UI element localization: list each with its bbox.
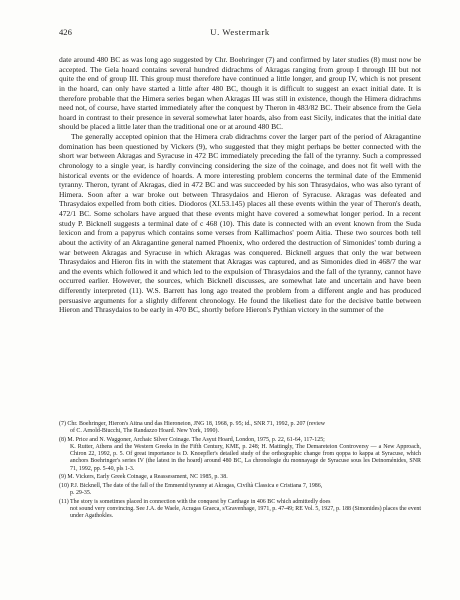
footnotes bbox=[59, 421, 421, 522]
running-head: U. Westermark bbox=[210, 27, 270, 37]
footnote-continuation: not sound very convincing. See J.A. de Waele, Acragas Graeca, s'Gravenhage, 1971, p. 47-49; RE Vol. 5, 1927, p. 188 (Simonides) places the event under Agathokles. bbox=[70, 506, 421, 520]
body-text bbox=[59, 55, 421, 315]
page-number: 426 bbox=[59, 27, 72, 37]
footnote bbox=[59, 483, 421, 497]
footnote-first-line: (9) M. Vickers, Early Greek Coinage, a Reassessment, NC 1985, p. 38. bbox=[59, 474, 228, 481]
footnote-first-line: (11) The story is sometimes placed in connection with the conquest by Carthage in 406 BC which admittedly does bbox=[59, 498, 331, 505]
footnote-continuation: of C. Arnold-Biucchi, The Randazzo Hoard. New York, 1990). bbox=[70, 428, 219, 435]
footnote bbox=[59, 437, 421, 473]
footnote-first-line: (7) Chr. Boehringer, Hieron's Aitna und das Hieroneion, JNG 18, 1968, p. 95; id., SNR 71, 1992, p. 207 (review bbox=[59, 421, 326, 427]
body-paragraph: The generally accepted opinion that the Himera crab didrachms cover the larger part of the period of Akragantine domination has been questioned by Vickers (9), who suggested that they might perhaps be better connected with the short war between Akragas and Syracuse in 472 BC immediately preceding the fall of the tyranny. Such a compressed chronology to a single year, is hardly convincing considering the size of the coinage, and does not fit well with the historical events or the evidence of hoards. A more interesting problem concerns the terminal date of the Emmenid tyranny. Theron, tyrant of Akragas, died in 472 BC and was succeeded by his son Thrasydaios, who was also tyrant of Himera. Soon after a war broke out between Thrasydaios and Hieron of Syracuse. Akragas was defeated and Thrasydaios expelled from both cities. Diodoros (XI.53.145) places all these events within the year of Theron's death, 472/1 BC. Some scholars have argued that these events might have covered a somewhat longer period. In a recent study P. Bicknell suggests a terminal date of c 468 (10). This date is connected with an event known from the Suda lexicon and from a papyrus which contains some verses from Kallimachos' poem Aitia. These two sources both tell about the activity of an Akragantine general named Phoenix, who ordered the destruction of Simonides' tomb during a war between Akragas and Syracuse in which Akragas was conquered. Bicknell argues that only the war between Thrasydaios and Hieron fits in with the statement that Akragas was captured, and as Simonides died in 468/7 the war and the events which followed it and which led to the expulsion of Thrasydaios and the fall of the tyranny, cannot have occurred earlier. However, the sources, which Bicknell discusses, are somewhat late and uncertain and have been differently interpreted (11). W.S. Barrett has long ago treated the problem from a different angle and has produced persuasive arguments for a slightly different chronology. He found the likeliest date for the decisive battle between Hieron and Thrasydaios to be early in 470 BC, shortly before Hieron's Pythian victory in the summer of the bbox=[59, 132, 421, 315]
footnote bbox=[59, 421, 421, 435]
body-paragraph: date around 480 BC as was long ago suggested by Chr. Boehringer (7) and confirmed by later studies (8) must now be accepted. The Gela hoard contains several hundred didrachms of Akragas ranging from group I through III but not quite the end of group III. This group must therefore have continued a little longer, and group IV, which is not present in the hoard, can only have started a little after 480 BC, though it is difficult to suggest an exact initial date. It is therefore probable that the Himera series began when Akragas III was still in existence, though the Himera didrachms need not, of course, have started immediately after the conquest by Theron in 483/82 BC. Their absence from the Gela hoard in contrast to their presence in several somewhat later hoards, also from east Sicily, indicates that the initial date should be placed a little later than the traditional one or at around 480 BC. bbox=[59, 55, 421, 132]
footnote-first-line: (8) M. Price and N. Waggoner, Archaic Silver Coinage. The Asyut Hoard, London, 1975, p. 22, 61-64, 117-125; bbox=[59, 436, 325, 443]
footnote-continuation: K. Rutter, Athens and the Western Greeks in the Fifth Century, KME, p. 248; H. Mattingly, The Demareteion Controversy — a New Approach, Chiron 22, 1992, p. 5. Of great importance is D. Knoepfler's detailed study of the orthographic change from qoppa to kappa at Syracuse, which anchors Boehringer's series IV (the latest in the hoard) around 480 BC, La chronologie du monnayage de Syracuse sous les Deinoménides, SNR 71, 1992, pp. 5-40, pls 1-3. bbox=[70, 444, 421, 472]
page-header bbox=[59, 27, 421, 39]
footnote-first-line: (10) P.J. Bicknell, The date of the fall of the Emmenid tyranny at Akragas, Civiltà Classica e Cristiana 7, 1986, bbox=[59, 483, 323, 490]
footnote bbox=[59, 474, 421, 481]
footnote-continuation: p. 29-35. bbox=[70, 490, 92, 497]
footnote bbox=[59, 499, 421, 520]
